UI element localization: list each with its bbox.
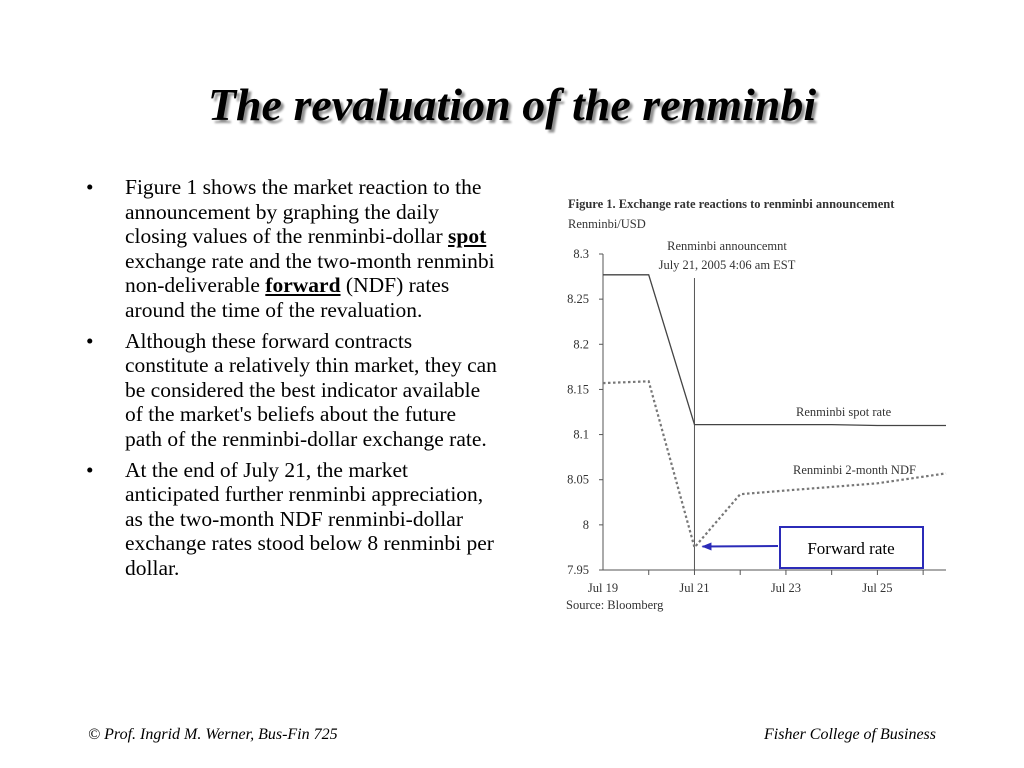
x-tick-label: Jul 19 (587, 581, 619, 595)
exchange-rate-chart (560, 186, 960, 626)
y-tick-label: 7.95 (567, 563, 589, 577)
bullet-item (86, 329, 498, 452)
chart-source: Source: Bloomberg (566, 598, 664, 612)
y-tick-label: 8.1 (573, 427, 589, 442)
keyword-spot: spot (448, 224, 487, 249)
x-tick-label: Jul 25 (862, 581, 893, 595)
callout-label: Forward rate (807, 539, 895, 558)
series-spot-line (603, 275, 946, 426)
legend-spot-label: Renminbi spot rate (796, 405, 892, 419)
event-label-line1: Renminbi announcemnt (667, 239, 787, 253)
bullet-1-text-c: (NDF) rates around the time of the revaluation. (125, 273, 450, 322)
bullet-marker: • (86, 457, 94, 482)
keyword-forward: forward (265, 273, 341, 298)
y-tick-label: 8.3 (573, 247, 589, 261)
y-tick-label: 8.05 (567, 472, 589, 487)
x-tick-label: Jul 21 (679, 581, 710, 595)
y-tick-label: 8.2 (573, 337, 589, 352)
chart-ylabel: Renminbi/USD (568, 217, 646, 231)
y-tick-label: 8.15 (567, 382, 589, 397)
chart-series (603, 275, 946, 548)
legend-ndf-label: Renminbi 2-month NDF (793, 463, 916, 477)
bullet-3-text: At the end of July 21, the market anticipated further renminbi appreciation, as the two-month NDF renminbi-dollar exchange rates stood below 8 renminbi per dollar. (125, 457, 494, 580)
y-tick-label: 8 (582, 517, 589, 532)
footer-author: © Prof. Ingrid M. Werner, Bus-Fin 725 (88, 726, 338, 743)
y-tick-label: 8.25 (567, 292, 589, 307)
bullet-2-text: Although these forward contracts constitute a relatively thin market, they can be considered the best indicator available of the market's beliefs about the future path of the renminbi-dollar exchange rate. (125, 328, 497, 451)
footer-institution: Fisher College of Business (764, 726, 936, 743)
chart-title: Figure 1. Exchange rate reactions to renminbi announcement (568, 197, 895, 211)
bullet-marker: • (86, 328, 94, 353)
bullet-marker: • (86, 175, 94, 199)
event-label-line2: July 21, 2005 4:06 am EST (658, 258, 796, 272)
bullet-1-text-a: Figure 1 shows the market reaction to the announcement by graphing the daily closing values of the renminbi-dollar (125, 175, 482, 249)
bullet-item (86, 175, 498, 323)
bullet-item (86, 458, 498, 581)
bullet-list (86, 175, 498, 587)
bullet-1-text-b: exchange rate and the two-month renminbi non-deliverable (125, 248, 495, 298)
x-tick-label: Jul 23 (770, 581, 802, 595)
slide-title: The revaluation of the renminbi (207, 79, 817, 130)
callout-arrow (702, 546, 778, 547)
